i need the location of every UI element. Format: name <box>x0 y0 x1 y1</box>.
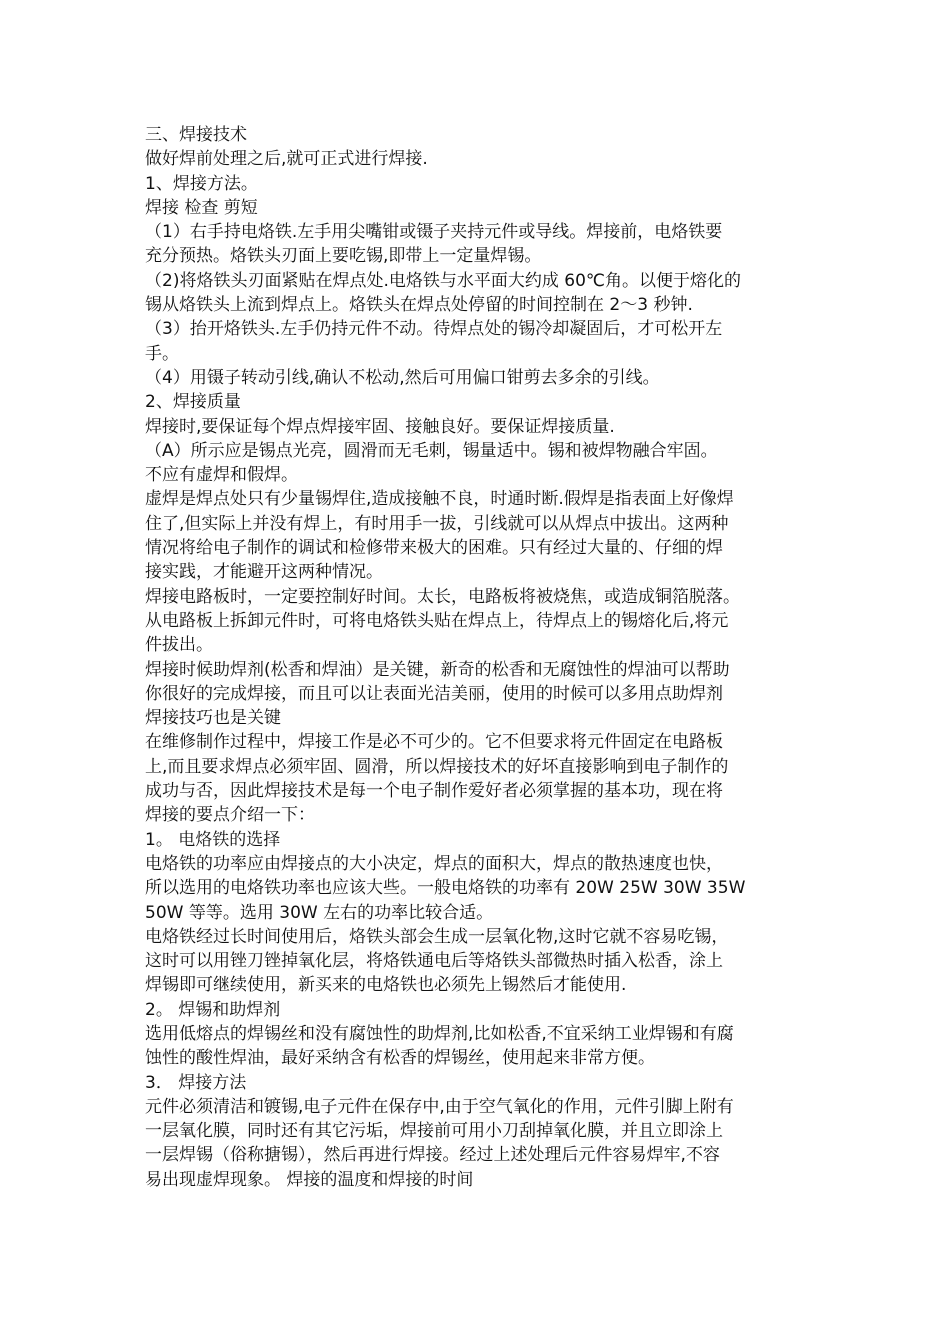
text-line: 1。 电烙铁的选择 <box>145 829 281 850</box>
text-line: 这时可以用锉刀锉掉氧化层，将烙铁通电后等烙铁头部微热时插入松香，涂上 <box>145 951 723 972</box>
text-line: 一层氧化膜，同时还有其它污垢，焊接前可用小刀刮掉氧化膜，并且立即涂上 <box>145 1121 723 1142</box>
text-line: 焊接电路板时，一定要控制好时间。太长，电路板将被烧焦，或造成铜箔脱落。 <box>145 586 740 607</box>
text-line: 接实践，才能避开这两种情况。 <box>145 562 383 583</box>
text-line: 3． 焊接方法 <box>145 1072 247 1093</box>
text-line: （2)将烙铁头刃面紧贴在焊点处.电烙铁与水平面大约成 60℃角。以便于熔化的 <box>145 270 741 291</box>
text-line: 成功与否，因此焊接技术是每一个电子制作爱好者必须掌握的基本功，现在将 <box>145 781 723 802</box>
text-line: （4）用镊子转动引线,确认不松动,然后可用偏口钳剪去多余的引线。 <box>145 367 660 388</box>
text-line: 锡从烙铁头上流到焊点上。烙铁头在焊点处停留的时间控制在 2～3 秒钟. <box>145 295 693 316</box>
text-line: 焊锡即可继续使用，新买来的电烙铁也必须先上锡然后才能使用. <box>145 975 627 996</box>
text-line: 一层焊锡（俗称搪锡），然后再进行焊接。经过上述处理后元件容易焊牢,不容 <box>145 1145 720 1166</box>
text-line: 焊接时,要保证每个焊点焊接牢固、接触良好。要保证焊接质量. <box>145 416 615 437</box>
text-line: 1、焊接方法。 <box>145 173 258 194</box>
text-line: 上,而且要求焊点必须牢固、圆滑，所以焊接技术的好坏直接影响到电子制作的 <box>145 756 729 777</box>
text-line: 选用低熔点的焊锡丝和没有腐蚀性的助焊剂,比如松香,不宜采纳工业焊锡和有腐 <box>145 1023 734 1044</box>
text-line: 2、焊接质量 <box>145 392 241 413</box>
text-line: 焊接技巧也是关键 <box>145 708 281 729</box>
text-line: 50W 等等。选用 30W 左右的功率比较合适。 <box>145 902 494 923</box>
text-line: 虚焊是焊点处只有少量锡焊住,造成接触不良，时通时断.假焊是指表面上好像焊 <box>145 489 734 510</box>
text-line: 从电路板上拆卸元件时，可将电烙铁头贴在焊点上，待焊点上的锡熔化后,将元 <box>145 610 729 631</box>
text-line: 你很好的完成焊接，而且可以让表面光洁美丽，使用的时候可以多用点助焊剂 <box>145 683 723 704</box>
text-line: 电烙铁的功率应由焊接点的大小决定，焊点的面积大，焊点的散热速度也快， <box>145 853 723 874</box>
text-line: 元件必须清洁和镀锡,电子元件在保存中,由于空气氧化的作用，元件引脚上附有 <box>145 1096 734 1117</box>
text-line: 在维修制作过程中，焊接工作是必不可少的。它不但要求将元件固定在电路板 <box>145 732 723 753</box>
text-line: 住了,但实际上并没有焊上，有时用手一拔，引线就可以从焊点中拔出。这两种 <box>145 513 729 534</box>
text-line: 不应有虚焊和假焊。 <box>145 465 298 486</box>
text-line: 焊接 检查 剪短 <box>145 197 258 218</box>
text-line: （1）右手持电烙铁.左手用尖嘴钳或镊子夹持元件或导线。焊接前，电烙铁要 <box>145 222 723 243</box>
text-line: 2。 焊锡和助焊剂 <box>145 999 281 1020</box>
text-line: 三、焊接技术 <box>145 125 247 145</box>
text-line: 易出现虚焊现象。 焊接的温度和焊接的时间 <box>145 1169 474 1190</box>
text-line: （3）抬开烙铁头.左手仍持元件不动。待焊点处的锡冷却凝固后，才可松开左 <box>145 319 723 340</box>
text-line: 焊接时候助焊剂(松香和焊油）是关键，新奇的松香和无腐蚀性的焊油可以帮助 <box>145 659 730 680</box>
text-line: 手。 <box>145 343 179 364</box>
text-line: 情况将给电子制作的调试和检修带来极大的困难。只有经过大量的、仔细的焊 <box>145 538 723 559</box>
document-body <box>145 123 810 1192</box>
text-line: 电烙铁经过长时间使用后，烙铁头部会生成一层氧化物,这时它就不容易吃锡， <box>145 926 729 947</box>
text-line: 件拔出。 <box>145 635 213 656</box>
text-line: 所以选用的电烙铁功率也应该大些。一般电烙铁的功率有 20W 25W 30W 35W <box>145 878 746 899</box>
text-line: 蚀性的酸性焊油，最好采纳含有松香的焊锡丝，使用起来非常方便。 <box>145 1048 655 1069</box>
text-line: 充分预热。烙铁头刃面上要吃锡,即带上一定量焊锡。 <box>145 246 542 267</box>
text-line: 做好焊前处理之后,就可正式进行焊接. <box>145 149 428 170</box>
text-line: （A）所示应是锡点光亮，圆滑而无毛刺，锡量适中。锡和被焊物融合牢固。 <box>145 440 718 461</box>
text-line: 焊接的要点介绍一下： <box>145 805 315 826</box>
